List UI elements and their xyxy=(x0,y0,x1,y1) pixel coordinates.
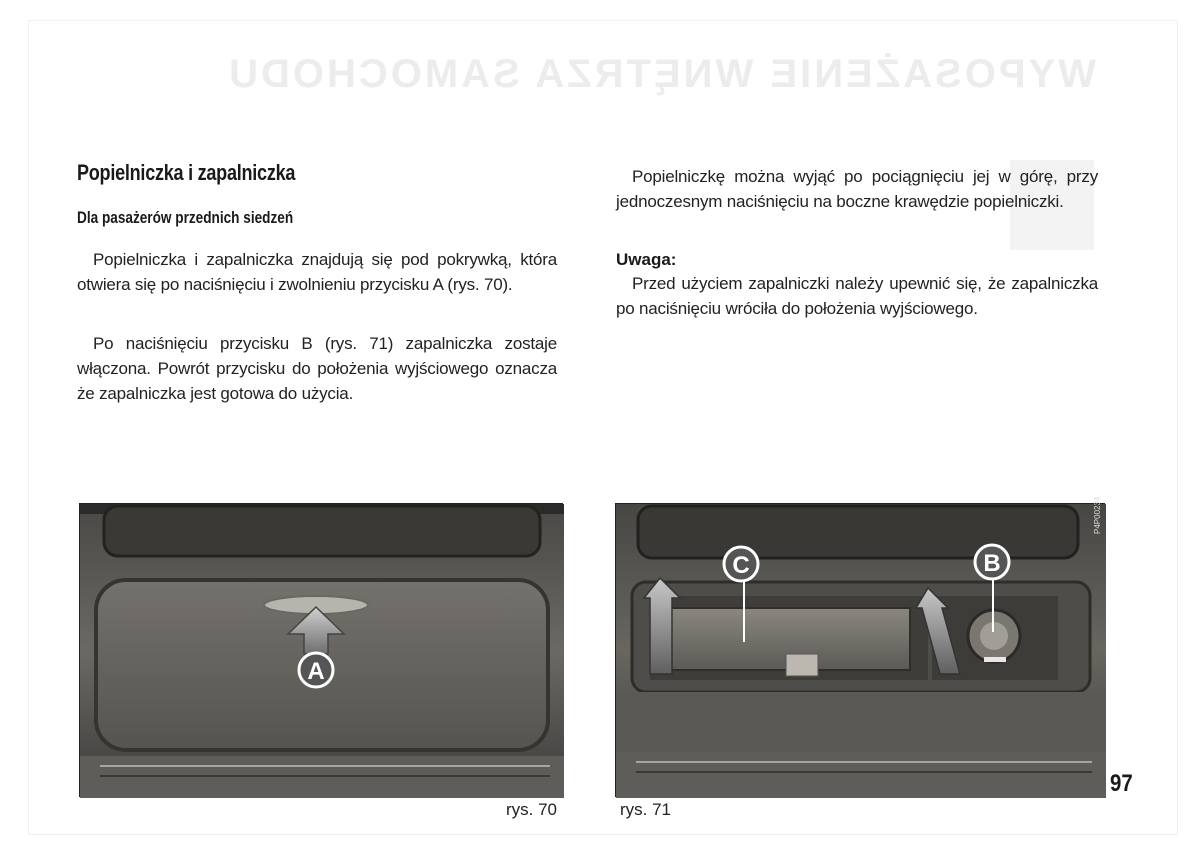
marker-c-label: C xyxy=(732,552,750,579)
figure-71-caption: rys. 71 xyxy=(620,800,672,819)
marker-a-label: A xyxy=(307,658,325,685)
note-label: Uwaga: xyxy=(616,250,677,269)
page-header: WYPOSAŻENIE WNĘTRZA SAMOCHODU xyxy=(226,52,1096,96)
section-title: Popielniczka i zapalniczka xyxy=(77,160,296,185)
marker-a xyxy=(299,653,333,687)
figure-71-photo xyxy=(615,496,1105,797)
figure-70-photo xyxy=(79,503,563,797)
marker-b-label: B xyxy=(983,550,1001,577)
page-number: 97 xyxy=(1110,770,1133,797)
ashtray-closed-illustration xyxy=(80,504,564,798)
subsection-title: Dla pasażerów przednich siedzeń xyxy=(77,208,294,227)
figure-70-caption: rys. 70 xyxy=(506,800,558,819)
figure-71-code: P4P00234 xyxy=(1093,496,1102,534)
marker-c xyxy=(724,547,758,581)
note-text: Przed użyciem zapalniczki należy upewnić się, że zapalniczka po naciśnięciu wróciła do położenia wyjściowego. xyxy=(616,274,1098,318)
paragraph-lighter-activation: Po naciśnięciu przycisku B (rys. 71) zapalniczka zostaje włączona. Powrót przycisku do położenia wyjściowego oznacza że zapalniczka jest gotowa do użycia. xyxy=(77,334,557,403)
paragraph-ashtray-removal: Popielniczkę można wyjąć po pociągnięciu jej w górę, przy jednoczesnym naciśnięciu na boczne krawędzie popielniczki. xyxy=(616,167,1098,211)
marker-b xyxy=(975,545,1009,579)
paragraph-ashtray-location: Popielniczka i zapalniczka znajdują się pod pokrywką, która otwiera się po naciśnięciu i zwolnieniu przycisku A (rys. 70). xyxy=(77,250,557,294)
ashtray-open-illustration xyxy=(616,496,1106,798)
